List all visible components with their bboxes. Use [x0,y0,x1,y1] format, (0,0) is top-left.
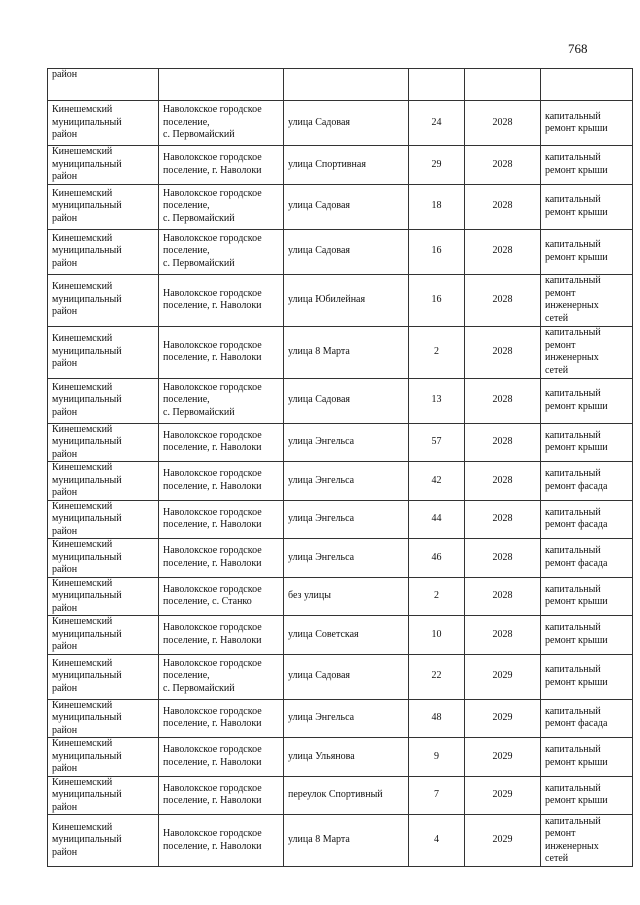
table-row [48,815,633,867]
cell-house-number: 10 [409,616,465,655]
cell-district: Кинешемский муниципальный район [48,539,159,578]
cell-street: улица 8 Марта [284,815,409,867]
cell-work-type: капитальный ремонт фасада [541,539,633,578]
cell-district: Кинешемский муниципальный район [48,146,159,185]
table-row [48,101,633,146]
cell-work-type: капитальный ремонт фасада [541,699,633,738]
cell-house-number: 16 [409,274,465,326]
table-row [48,326,633,378]
cell-house-number [409,69,465,101]
cell-work-type: капитальный ремонт крыши [541,146,633,185]
table-row [48,699,633,738]
cell-district: Кинешемский муниципальный район [48,326,159,378]
cell-work-type: капитальный ремонт фасада [541,462,633,501]
table-row [48,462,633,501]
cell-work-type: капитальный ремонт крыши [541,738,633,777]
cell-year: 2029 [465,738,541,777]
table-row [48,500,633,539]
cell-district: Кинешемский муниципальный район [48,500,159,539]
page-number: 768 [568,41,588,56]
table-row [48,738,633,777]
cell-house-number: 48 [409,699,465,738]
cell-year: 2028 [465,378,541,423]
cell-district: Кинешемский муниципальный район [48,738,159,777]
cell-street: улица Садовая [284,378,409,423]
cell-year: 2028 [465,423,541,462]
cell-district: район [48,69,159,101]
cell-street [284,69,409,101]
cell-settlement: Наволокское городское поселение, г. Наволоки [159,776,284,815]
cell-house-number: 4 [409,815,465,867]
cell-street: улица Садовая [284,184,409,229]
cell-settlement: Наволокское городское поселение, с. Первомайский [159,654,284,699]
cell-district: Кинешемский муниципальный район [48,423,159,462]
cell-district: Кинешемский муниципальный район [48,101,159,146]
cell-work-type: капитальный ремонт инженерных сетей [541,326,633,378]
cell-district: Кинешемский муниципальный район [48,654,159,699]
cell-year: 2029 [465,654,541,699]
cell-year: 2029 [465,776,541,815]
cell-house-number: 57 [409,423,465,462]
cell-year: 2028 [465,146,541,185]
cell-year [465,69,541,101]
cell-street: улица Энгельса [284,462,409,501]
cell-work-type: капитальный ремонт инженерных сетей [541,815,633,867]
cell-year: 2028 [465,616,541,655]
cell-year: 2028 [465,326,541,378]
cell-year: 2028 [465,577,541,616]
table-body [48,69,633,867]
cell-work-type [541,69,633,101]
cell-work-type: капитальный ремонт крыши [541,577,633,616]
table-row [48,577,633,616]
cell-district: Кинешемский муниципальный район [48,699,159,738]
cell-work-type: капитальный ремонт крыши [541,776,633,815]
cell-settlement: Наволокское городское поселение, г. Наволоки [159,539,284,578]
cell-settlement: Наволокское городское поселение, с. Станко [159,577,284,616]
cell-work-type: капитальный ремонт крыши [541,423,633,462]
cell-year: 2028 [465,184,541,229]
cell-settlement: Наволокское городское поселение, с. Первомайский [159,184,284,229]
cell-work-type: капитальный ремонт фасада [541,500,633,539]
cell-district: Кинешемский муниципальный район [48,462,159,501]
cell-street: улица Спортивная [284,146,409,185]
cell-settlement: Наволокское городское поселение, г. Наволоки [159,500,284,539]
cell-district: Кинешемский муниципальный район [48,378,159,423]
cell-settlement: Наволокское городское поселение, г. Наволоки [159,462,284,501]
cell-house-number: 29 [409,146,465,185]
cell-street: улица Садовая [284,229,409,274]
cell-year: 2029 [465,815,541,867]
cell-house-number: 18 [409,184,465,229]
cell-settlement: Наволокское городское поселение, г. Наволоки [159,815,284,867]
repair-schedule-table [47,68,633,867]
cell-district: Кинешемский муниципальный район [48,577,159,616]
cell-street: улица Садовая [284,654,409,699]
table-row [48,539,633,578]
table-row-continued [48,69,633,101]
cell-street: улица 8 Марта [284,326,409,378]
cell-house-number: 7 [409,776,465,815]
cell-house-number: 13 [409,378,465,423]
cell-district: Кинешемский муниципальный район [48,616,159,655]
cell-house-number: 44 [409,500,465,539]
cell-year: 2028 [465,500,541,539]
cell-work-type: капитальный ремонт крыши [541,616,633,655]
table-row [48,378,633,423]
cell-street: улица Энгельса [284,423,409,462]
cell-district: Кинешемский муниципальный район [48,274,159,326]
cell-settlement: Наволокское городское поселение, г. Наволоки [159,274,284,326]
cell-year: 2028 [465,229,541,274]
cell-year: 2028 [465,539,541,578]
cell-year: 2028 [465,462,541,501]
cell-settlement: Наволокское городское поселение, г. Наволоки [159,146,284,185]
cell-district: Кинешемский муниципальный район [48,184,159,229]
cell-district: Кинешемский муниципальный район [48,815,159,867]
cell-house-number: 16 [409,229,465,274]
cell-street: переулок Спортивный [284,776,409,815]
cell-street: улица Садовая [284,101,409,146]
cell-settlement: Наволокское городское поселение, с. Первомайский [159,229,284,274]
cell-settlement: Наволокское городское поселение, г. Наволоки [159,326,284,378]
cell-house-number: 2 [409,326,465,378]
table-row [48,776,633,815]
cell-work-type: капитальный ремонт крыши [541,229,633,274]
cell-street: улица Энгельса [284,539,409,578]
cell-settlement: Наволокское городское поселение, г. Наволоки [159,423,284,462]
cell-district: Кинешемский муниципальный район [48,776,159,815]
cell-street: улица Энгельса [284,699,409,738]
table-row [48,423,633,462]
cell-house-number: 22 [409,654,465,699]
cell-settlement: Наволокское городское поселение, г. Наволоки [159,738,284,777]
cell-settlement: Наволокское городское поселение, с. Первомайский [159,101,284,146]
cell-house-number: 9 [409,738,465,777]
cell-district: Кинешемский муниципальный район [48,229,159,274]
cell-work-type: капитальный ремонт крыши [541,654,633,699]
cell-house-number: 2 [409,577,465,616]
cell-settlement: Наволокское городское поселение, с. Первомайский [159,378,284,423]
table-row [48,274,633,326]
cell-street: улица Юбилейная [284,274,409,326]
cell-year: 2029 [465,699,541,738]
cell-street: улица Ульянова [284,738,409,777]
cell-work-type: капитальный ремонт крыши [541,184,633,229]
cell-house-number: 24 [409,101,465,146]
cell-work-type: капитальный ремонт инженерных сетей [541,274,633,326]
table-row [48,184,633,229]
cell-work-type: капитальный ремонт крыши [541,101,633,146]
cell-street: улица Энгельса [284,500,409,539]
cell-work-type: капитальный ремонт крыши [541,378,633,423]
cell-street: улица Советская [284,616,409,655]
cell-year: 2028 [465,101,541,146]
cell-settlement: Наволокское городское поселение, г. Наволоки [159,699,284,738]
cell-year: 2028 [465,274,541,326]
table-row [48,146,633,185]
table-row [48,616,633,655]
cell-street: без улицы [284,577,409,616]
table-row [48,229,633,274]
cell-house-number: 42 [409,462,465,501]
table-row [48,654,633,699]
cell-settlement: Наволокское городское поселение, г. Наволоки [159,616,284,655]
cell-house-number: 46 [409,539,465,578]
cell-settlement [159,69,284,101]
